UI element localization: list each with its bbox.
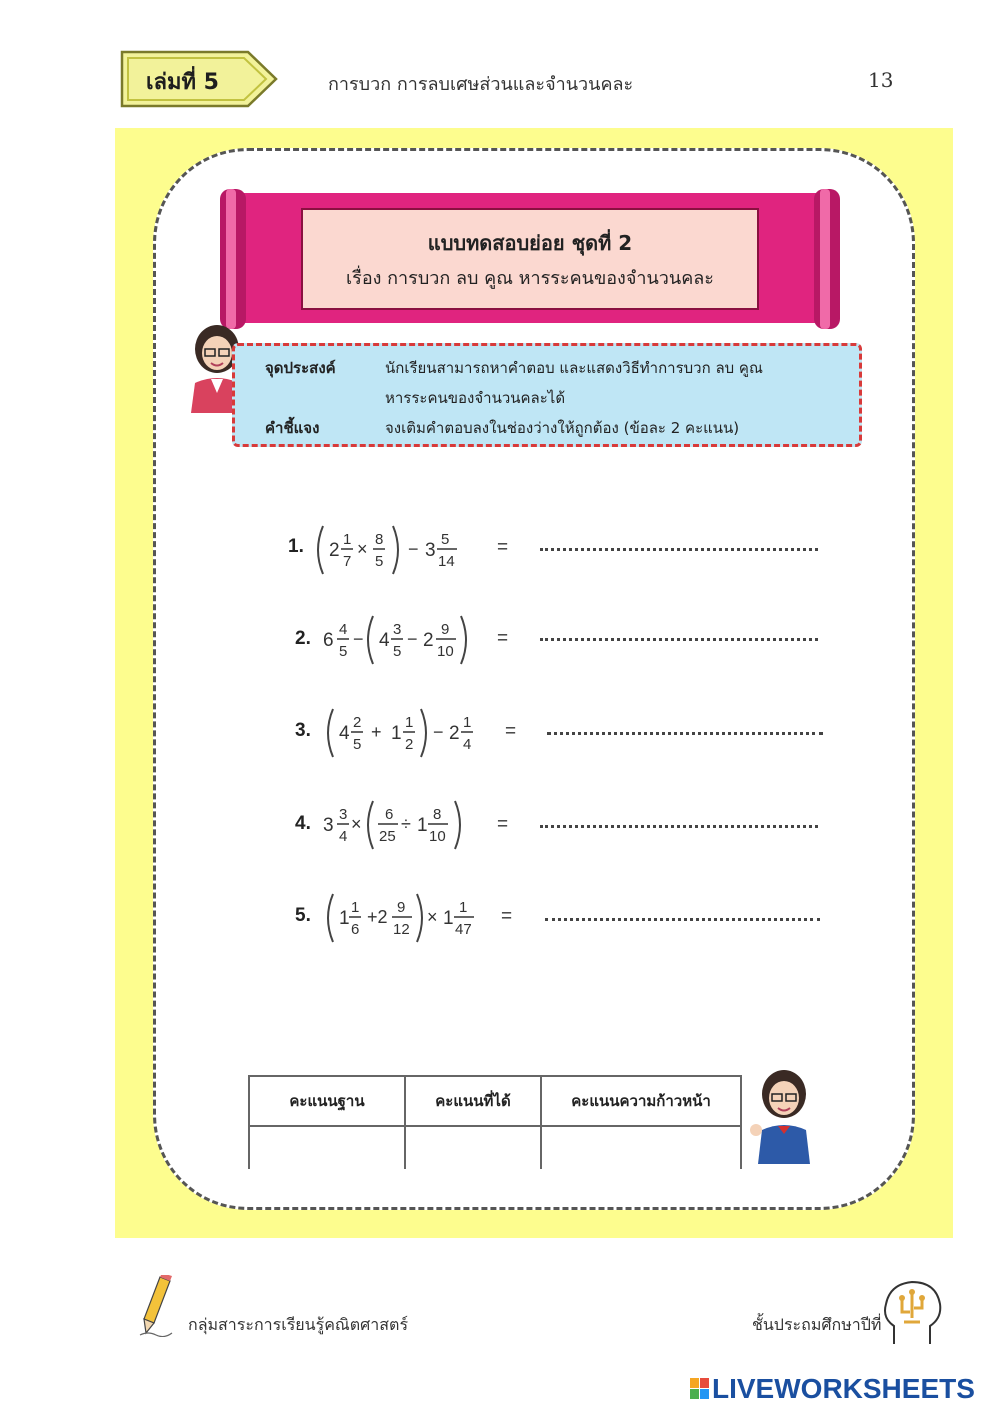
svg-text:4: 4: [339, 621, 348, 638]
svg-text:3: 3: [323, 815, 334, 836]
svg-text:47: 47: [455, 921, 472, 938]
svg-text:2: 2: [423, 630, 434, 651]
svg-text:−: −: [353, 629, 364, 649]
svg-text:5: 5: [441, 531, 450, 548]
svg-text:14: 14: [438, 553, 455, 570]
score-header-base: คะแนนฐาน: [249, 1076, 405, 1126]
title-banner: [220, 183, 840, 333]
svg-text:4: 4: [463, 736, 472, 753]
book-number-tag: [120, 50, 280, 108]
problem-number: 3.: [295, 720, 311, 741]
svg-text:5: 5: [353, 736, 362, 753]
svg-text:10: 10: [429, 828, 446, 845]
svg-text:8: 8: [375, 531, 384, 548]
svg-text:3: 3: [339, 806, 348, 823]
problem-number: 5.: [295, 905, 311, 926]
pencil-icon: [138, 1275, 178, 1341]
objective-box: [232, 343, 862, 447]
svg-text:5: 5: [339, 643, 348, 660]
objective-text-line2: หารระคนของจำนวนคละได้: [385, 389, 566, 407]
svg-text:25: 25: [379, 828, 396, 845]
objective-text-line1: นักเรียนสามารถหาคำตอบ และแสดงวิธีทำการบวก ลบ คูณ: [385, 359, 763, 377]
svg-text:12: 12: [393, 921, 410, 938]
svg-text:1: 1: [443, 908, 454, 929]
svg-text:6: 6: [351, 921, 360, 938]
svg-text:×: ×: [427, 907, 438, 927]
svg-text:1: 1: [343, 531, 352, 548]
footer-grade: ชั้นประถมศึกษาปีที่: [752, 1315, 882, 1334]
svg-text:−: −: [433, 722, 444, 742]
svg-text:÷: ÷: [401, 814, 411, 834]
equals-sign: =: [497, 628, 509, 649]
svg-text:+2: +2: [367, 907, 388, 927]
page-number: 13: [868, 68, 894, 92]
svg-text:1: 1: [417, 815, 428, 836]
svg-text:6: 6: [385, 806, 394, 823]
svg-text:2: 2: [329, 540, 340, 561]
svg-text:1: 1: [351, 899, 360, 916]
problem-expression-5: [321, 888, 491, 953]
svg-text:2: 2: [405, 736, 414, 753]
instruction-text: จงเติมคำตอบลงในช่องว่างให้ถูกต้อง (ข้อละ 2 คะแนน): [385, 419, 740, 437]
svg-text:7: 7: [343, 553, 352, 570]
equals-sign: =: [497, 814, 509, 835]
svg-text:2: 2: [449, 723, 460, 744]
svg-text:×: ×: [351, 814, 362, 834]
problem-expression-3: [321, 703, 491, 768]
answer-blank-4[interactable]: [540, 825, 818, 828]
footer-subject: กลุ่มสาระการเรียนรู้คณิตศาสตร์: [188, 1315, 409, 1334]
equals-sign: =: [501, 906, 513, 927]
answer-blank-5[interactable]: [545, 918, 820, 921]
quiz-title: แบบทดสอบย่อย ชุดที่ 2: [427, 231, 633, 255]
unit-title: การบวก การลบเศษส่วนและจำนวนคละ: [328, 74, 634, 95]
svg-text:9: 9: [441, 621, 450, 638]
svg-text:3: 3: [393, 621, 402, 638]
svg-text:4: 4: [339, 828, 348, 845]
worksheet-panel: [115, 128, 953, 1238]
svg-text:1: 1: [463, 714, 472, 731]
svg-text:+: +: [371, 722, 382, 742]
equals-sign: =: [505, 721, 517, 742]
svg-text:1: 1: [405, 714, 414, 731]
svg-text:9: 9: [397, 899, 406, 916]
liveworksheets-text: LIVEWORKSHEETS: [712, 1373, 975, 1404]
equals-sign: =: [497, 537, 509, 558]
brain-circuit-icon: [880, 1278, 946, 1354]
answer-blank-3[interactable]: [547, 732, 823, 735]
quiz-subtitle: เรื่อง การบวก ลบ คูณ หารระคนของจำนวนคละ: [346, 268, 714, 289]
book-number-label: เล่มที่ 5: [146, 70, 219, 95]
svg-text:−: −: [407, 629, 418, 649]
score-header-progress: คะแนนความก้าวหน้า: [541, 1076, 741, 1126]
answer-blank-2[interactable]: [540, 638, 818, 641]
problem-number: 1.: [288, 536, 304, 557]
svg-text:−: −: [408, 539, 419, 559]
svg-text:1: 1: [339, 908, 350, 929]
instruction-label: คำชี้แจง: [265, 419, 320, 437]
problem-expression-2: [321, 610, 491, 675]
teacher-illustration: [748, 1068, 818, 1164]
problem-expression-4: [321, 795, 481, 860]
problem-number: 2.: [295, 628, 311, 649]
score-cell-base[interactable]: [249, 1126, 405, 1169]
svg-text:5: 5: [393, 643, 402, 660]
score-cell-obtained[interactable]: [405, 1126, 541, 1169]
svg-text:1: 1: [391, 723, 402, 744]
svg-text:3: 3: [425, 540, 436, 561]
score-table: [248, 1075, 742, 1169]
score-cell-progress[interactable]: [541, 1126, 741, 1169]
score-header-obtained: คะแนนที่ได้: [405, 1076, 541, 1126]
svg-text:10: 10: [437, 643, 454, 660]
svg-text:2: 2: [353, 714, 362, 731]
svg-text:6: 6: [323, 630, 334, 651]
svg-text:1: 1: [459, 899, 468, 916]
svg-text:4: 4: [339, 723, 350, 744]
svg-text:8: 8: [433, 806, 442, 823]
liveworksheets-logo: [690, 1373, 975, 1405]
objective-label: จุดประสงค์: [265, 359, 336, 377]
problem-expression-1: [313, 520, 503, 585]
answer-blank-1[interactable]: [540, 548, 818, 551]
svg-text:5: 5: [375, 553, 384, 570]
problem-number: 4.: [295, 813, 311, 834]
svg-text:×: ×: [357, 539, 368, 559]
svg-text:4: 4: [379, 630, 390, 651]
